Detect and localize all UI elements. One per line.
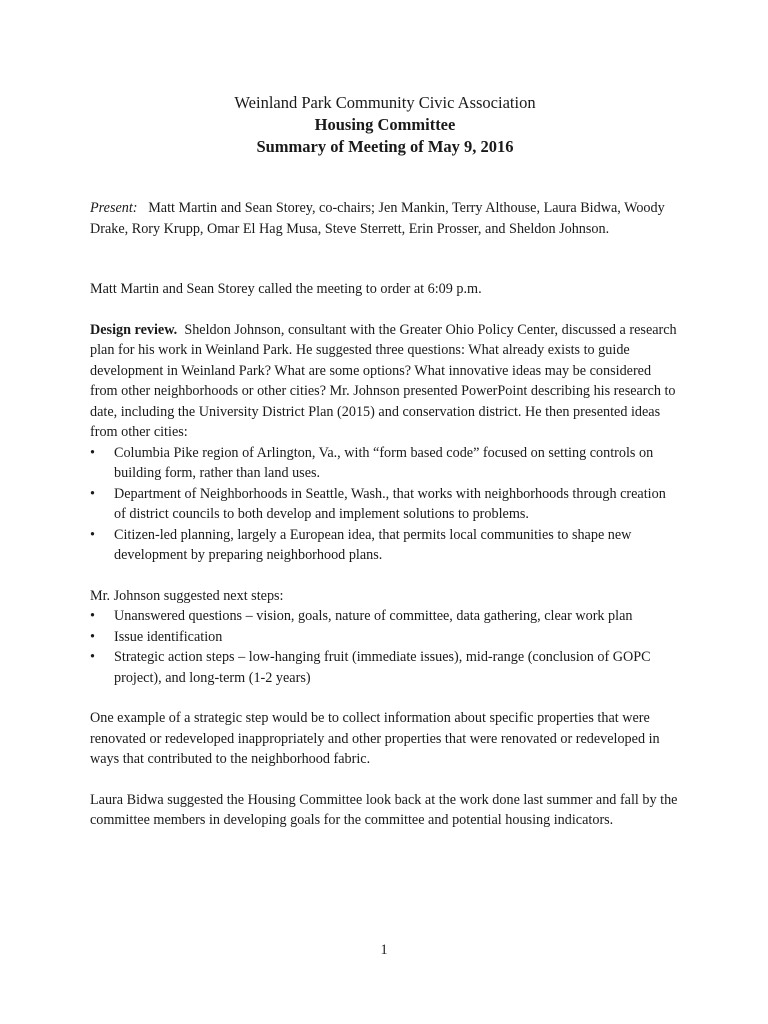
list-item: • Columbia Pike region of Arlington, Va., with “form based code” focused on setting controls on building form, rather than land uses. <box>90 443 680 484</box>
next-steps-intro: Mr. Johnson suggested next steps: <box>90 587 284 604</box>
design-review-text: Sheldon Johnson, consultant with the Greater Ohio Policy Center, discussed a research plan for his work in Weinland Park. He suggested three questions: What already exists to guide development in Weinland Park? What are some options? What innovative ideas may be considered from other neighborhoods or other cities? Mr. Johnson presented PowerPoint describing his research to date, including the University District Plan (2015) and conservation district. He then presented ideas from other cities: <box>90 321 677 440</box>
page-number: 1 <box>380 942 388 958</box>
city-ideas-list <box>90 443 680 566</box>
list-item: • Department of Neighborhoods in Seattle, Wash., that works with neighborhoods through creation of district councils to both develop and implement solutions to problems. <box>90 484 680 525</box>
document-header <box>90 92 680 158</box>
list-item: • Issue identification <box>90 627 680 648</box>
attendees-list: Matt Martin and Sean Storey, co-chairs; Jen Mankin, Terry Althouse, Laura Bidwa, Woody Drake, Rory Krupp, Omar El Hag Musa, Steve Sterrett, Erin Prosser, and Sheldon Johnson. <box>90 200 665 237</box>
next-steps-list <box>90 606 680 688</box>
bidwa-suggestion-paragraph: Laura Bidwa suggested the Housing Committee look back at the work done last summer and fall by the committee members in developing goals for the committee and potential housing indicators. <box>90 791 678 828</box>
call-to-order-paragraph: Matt Martin and Sean Storey called the meeting to order at 6:09 p.m. <box>90 281 482 297</box>
list-item: • Unanswered questions – vision, goals, nature of committee, data gathering, clear work plan <box>90 606 680 627</box>
design-review-heading: Design review. <box>90 321 178 338</box>
attendees-paragraph <box>90 198 680 239</box>
list-item: • Citizen-led planning, largely a European idea, that permits local communities to shape new development by preparing neighborhood plans. <box>90 525 680 566</box>
list-item: • Strategic action steps – low-hanging fruit (immediate issues), mid-range (conclusion of GOPC project), and long-term (1-2 years) <box>90 647 680 688</box>
strategic-example-paragraph: One example of a strategic step would be to collect information about specific properties that were renovated or redeveloped inappropriately and other properties that were renovated or redeveloped in ways that contributed to the neighborhood fabric. <box>90 710 660 767</box>
document-page <box>90 92 680 831</box>
organization-title: Weinland Park Community Civic Association <box>234 93 536 112</box>
present-label: Present: <box>90 200 138 216</box>
design-review-paragraph <box>90 320 680 443</box>
committee-title: Housing Committee <box>314 115 456 134</box>
meeting-summary-title: Summary of Meeting of May 9, 2016 <box>256 137 514 156</box>
